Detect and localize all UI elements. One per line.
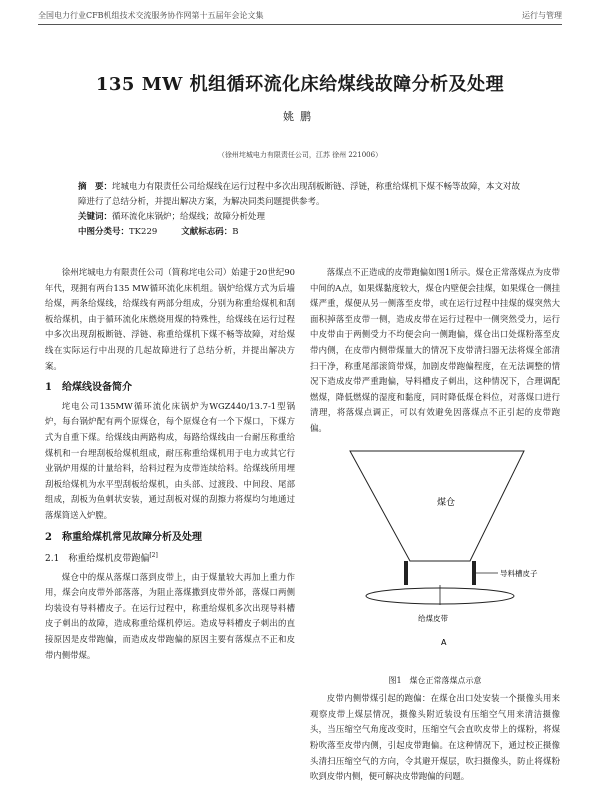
keywords-line: [78, 210, 522, 225]
clc-value: TK229: [129, 227, 158, 237]
clc-label: 中图分类号：: [78, 227, 130, 237]
right-paragraph-1: 落煤点不正造成的皮带跑偏如图1所示。煤仓正常落煤点为皮带中间的A点，如果煤黏度较大，煤仓内壁便会挂煤，如果煤仓一侧挂煤严重，煤便从另一侧落至皮带，或在运行过程中挂煤的煤突然大面积掉落至皮带一侧，造成皮带在运行过程中一侧突然受力，运行中皮带由于两侧受力不均便会向一侧跑偏，煤仓出口处煤粉落至皮带内侧，在皮带内侧带煤量大的情况下皮带清扫器无法将煤全部清扫干净，称重尾部滚筒带煤，加剧皮带跑偏程度，在无法调整的情况下造成皮带严重跑偏，导料槽皮子刺出，这种情况下，合理调配燃煤，降低燃煤的湿度和黏度，同时降低煤仓料位，对落煤口进行清理，将落煤点调正，可以有效避免因落煤点不正引起的皮带跑偏。: [310, 267, 560, 433]
label-skirt: 导料槽皮子: [500, 568, 538, 578]
label-belt: 给煤皮带: [418, 613, 448, 623]
section-2-heading: 2 称重给煤机常见故障分析及处理: [45, 531, 202, 543]
figure-1-caption: 图1 煤仓正常落煤点示意: [388, 675, 482, 685]
skirt-right: [472, 561, 476, 585]
keywords-text: 循环流化床锅炉；给煤线；故障分析处理: [112, 212, 266, 222]
section-2-1-title: 2.1 称重给煤机皮带跑偏: [45, 554, 150, 565]
section-2-1-heading: [45, 548, 295, 568]
figure-1: [310, 443, 560, 673]
keywords-label: 关键词：: [78, 212, 113, 222]
left-column: [45, 265, 295, 663]
abstract-paragraph: [78, 180, 522, 210]
section-2-1-text: 煤仓中的煤从落煤口落到皮带上，由于煤量较大再加上重力作用，煤会向皮带外部落落，为阻止落煤撒到皮带外部，落煤口两侧均装设有导料槽皮子。在运行过程中，称重给煤机多次出现导料槽皮子刺出的故障，造成称重给煤机停运。造成导料槽皮子刺出的直接原因是皮带跑偏，而造成皮带跑偏的原因主要有落煤点不正和皮带内侧带煤。: [45, 571, 295, 660]
header-rule: [38, 24, 562, 25]
doc-code-value: B: [232, 227, 239, 237]
label-point-a: A: [441, 637, 447, 647]
section-1-text: 垞电公司135MW循环流化床锅炉为WGZ440/13.7-1型锅炉，每台锅炉配有两个原煤仓，每个原煤仓有一个下煤口，下煤方式为自重下煤。给煤线由两路构成，每路给煤线由一台耐压称重给煤机和一台埋刮板给煤机组成，耐压称重给煤机用于电力或其它行业锅炉用煤的计量给料，给料过程为皮带连续给料。给煤线所用埋刮板给煤机为水平型刮板给煤机，由头部、过渡段、中间段、尾部组成，刮板为鱼刺状安装，通过刮板对煤的刮擦力将煤均匀地通过落煤筒送入炉膛。: [45, 400, 295, 520]
coal-bin-diagram: [310, 443, 560, 663]
abstract-block: [78, 180, 522, 240]
abstract-text: 垞城电力有限责任公司给煤线在运行过程中多次出现刮板断链、浮链，称重给煤机下煤不畅等故障，本文对故障进行了总结分析，并提出解决方案，为解决同类问题提供参考。: [78, 182, 521, 207]
intro-paragraph: 徐州垞城电力有限责任公司（简称垞电公司）始建于20世纪90年代，现拥有两台135 MW循环流化床机组。锅炉给煤方式为后墙给煤，两条给煤线，给煤线有两部分组成，分别为称重给煤机和刮板给煤机，由于循环流化床燃烧用煤的特殊性，给煤线在运行过程中多次出现刮板断链、浮链、称重给煤机下煤不畅等故障，对给煤线在实际运行中出现的几起故障进行了总结分析，并提出解决方案。: [45, 267, 295, 371]
classification-line: [78, 225, 522, 240]
running-header: [38, 10, 562, 21]
section-1-heading: 1 给煤线设备简介: [45, 382, 132, 394]
header-left: 全国电力行业CFB机组技术交流服务协作网第十五届年会论文集: [38, 11, 264, 20]
paper-affiliation: （徐州垞城电力有限责任公司，江苏 徐州 221006）: [217, 151, 383, 159]
paper-title: 135 MW 机组循环流化床给煤线故障分析及处理: [95, 74, 505, 95]
section-2-1-ref: [2]: [149, 552, 158, 560]
paper-author: 姚鹏: [283, 110, 317, 123]
right-column: [310, 265, 560, 785]
doc-code-label: 文献标志码：: [181, 227, 233, 237]
header-right: 运行与管理: [522, 11, 562, 20]
right-paragraph-2: 皮带内侧带煤引起的跑偏：在煤仓出口处安装一个摄像头用来观察皮带上煤层情况，摄像头附近装设有压缩空气用来清洁摄像头，当压缩空气角度改变时，压缩空气会直吹皮带上的煤粉，将煤粉吹落至皮带内侧，引起皮带跑偏。在这种情况下，通过校正摄像头清扫压缩空气的方向，令其避开煤层，吹扫摄像头，防止将煤粉吹到皮带内侧，便可解决皮带跑偏的问题。: [310, 693, 560, 782]
skirt-left: [404, 561, 408, 585]
label-bin: 煤仓: [437, 497, 456, 508]
abstract-label: 摘 要：: [78, 182, 113, 192]
